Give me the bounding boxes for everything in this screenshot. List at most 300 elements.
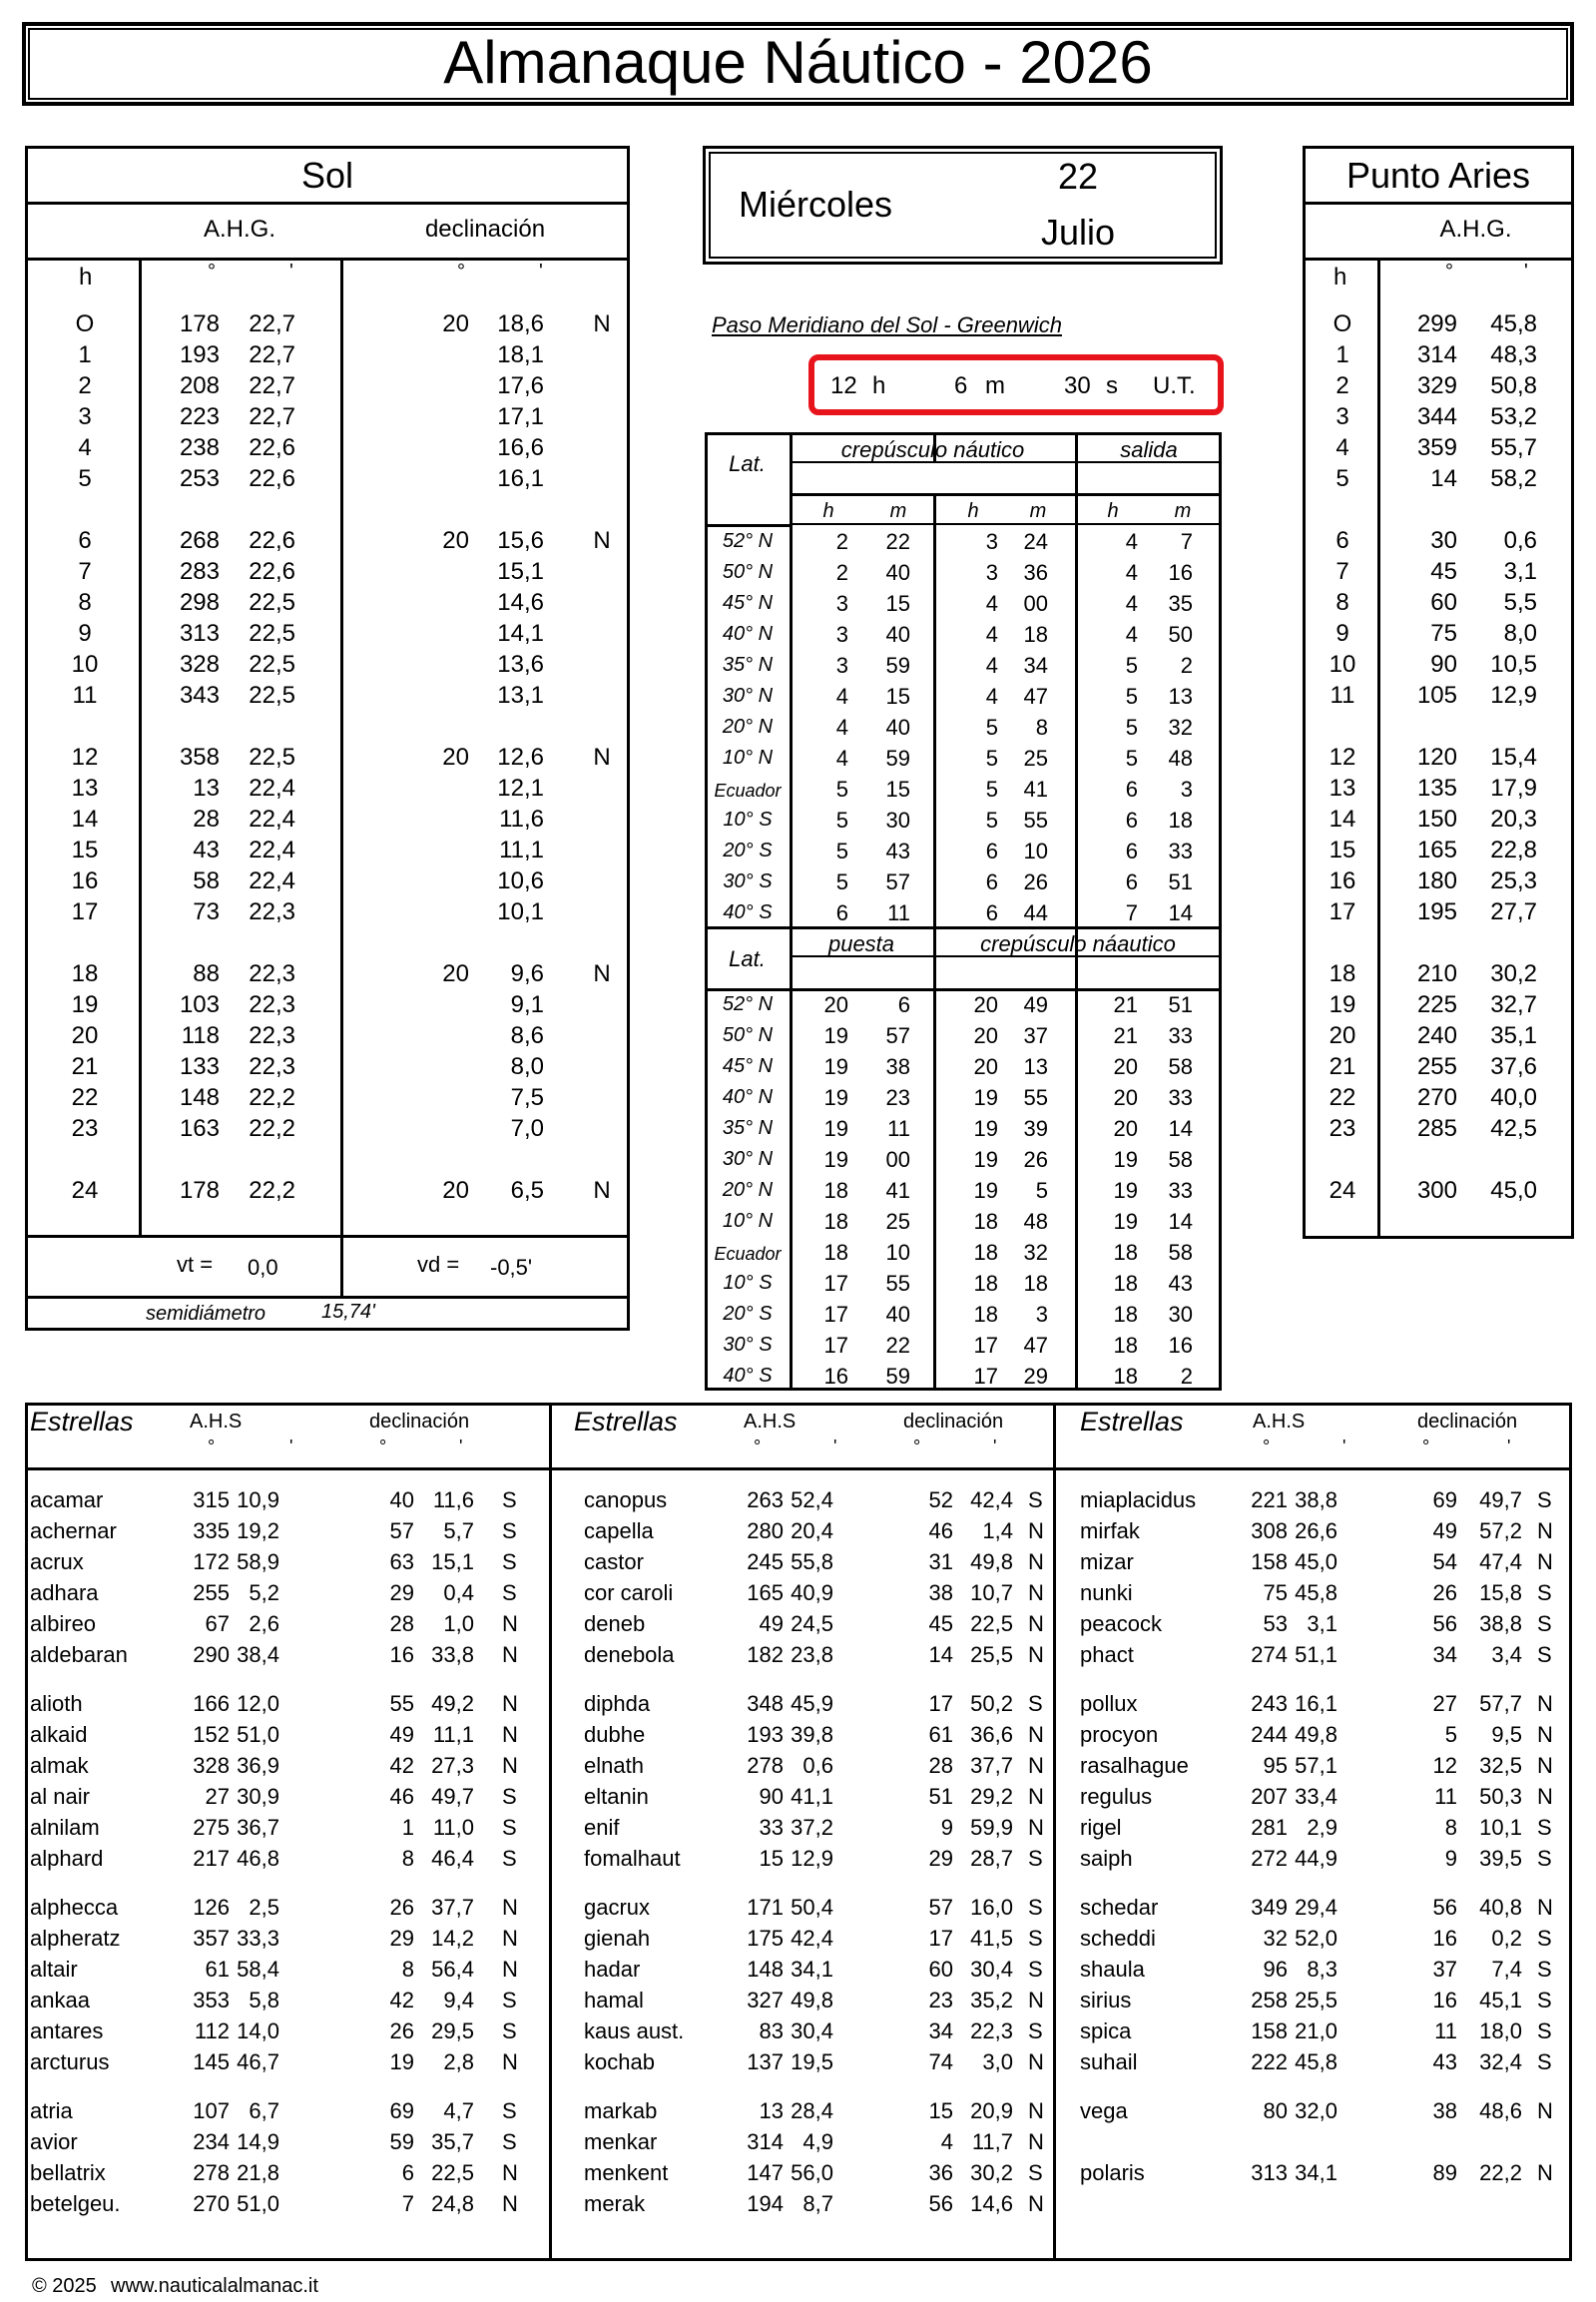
twilight-cell: 6 xyxy=(985,839,998,863)
twilight-cell: 4 xyxy=(1125,560,1138,585)
star-ahs-min: 3,1 xyxy=(1307,1611,1337,1636)
divider xyxy=(25,1235,630,1238)
star-ahs-min: 30,4 xyxy=(791,2018,833,2043)
star-ahs-min: 6,7 xyxy=(249,2098,279,2123)
divider xyxy=(705,926,1222,929)
star-dec-min: 24,8 xyxy=(431,2191,474,2216)
vd-value: -0,5' xyxy=(490,1255,533,1280)
aries-cell: 21 xyxy=(1329,1053,1356,1080)
divider xyxy=(705,524,790,527)
star-name: kaus aust. xyxy=(584,2018,685,2043)
sun-cell: 13,1 xyxy=(497,682,544,709)
twilight-cell: 40 xyxy=(885,560,910,585)
sun-cell: 22,5 xyxy=(249,651,295,678)
star-dec-min: 1,4 xyxy=(982,1518,1013,1543)
star-ahs-min: 40,9 xyxy=(791,1580,833,1605)
star-ahs-min: 44,9 xyxy=(1295,1846,1337,1871)
sun-cell: 22,3 xyxy=(249,991,295,1018)
star-dec-min: 18,0 xyxy=(1479,2018,1522,2043)
sun-cell: 8,6 xyxy=(510,1022,544,1049)
sun-cell: N xyxy=(593,1177,611,1204)
sun-cell: 24 xyxy=(71,1177,99,1204)
twilight-cell: 41 xyxy=(1023,777,1048,802)
star-name: merak xyxy=(584,2191,646,2216)
stars-unit-min: ' xyxy=(289,1437,293,1456)
star-name: castor xyxy=(584,1549,644,1574)
star-name: vega xyxy=(1080,2098,1128,2123)
twilight-cell: 3 xyxy=(835,622,848,647)
star-ns: S xyxy=(1537,1611,1552,1636)
sun-cell: 208 xyxy=(179,372,220,399)
star-ahs-min: 46,7 xyxy=(237,2049,279,2074)
star-dec-deg: 49 xyxy=(1432,1518,1457,1543)
star-ns: S xyxy=(1028,2160,1043,2185)
star-ns: S xyxy=(1537,1642,1552,1667)
star-dec-deg: 4 xyxy=(940,2129,953,2154)
star-name: aldebaran xyxy=(30,1642,128,1667)
star-ahs-deg: 13 xyxy=(759,2098,784,2123)
star-dec-min: 29,2 xyxy=(970,1784,1013,1809)
twilight-cell: 5 xyxy=(985,808,998,833)
star-dec-deg: 45 xyxy=(928,1611,953,1636)
sun-cell: 253 xyxy=(179,465,220,492)
star-ns: N xyxy=(1537,1722,1553,1747)
star-dec-min: 25,5 xyxy=(970,1642,1013,1667)
twilight-cell: 21 xyxy=(1113,1023,1138,1048)
footer-link[interactable]: www.nauticalalmanac.it xyxy=(111,2275,318,2297)
star-name: nunki xyxy=(1080,1580,1133,1605)
sun-cell: O xyxy=(75,310,95,337)
page-title: Almanaque Náutico - 2026 xyxy=(443,29,1153,96)
star-ns: N xyxy=(1028,1549,1044,1574)
star-ns: S xyxy=(502,1784,517,1809)
divider xyxy=(340,258,343,1296)
star-ns: N xyxy=(502,2049,518,2074)
star-name: diphda xyxy=(584,1691,651,1716)
star-ahs-min: 49,8 xyxy=(791,1988,833,2013)
star-ns: S xyxy=(1537,1815,1552,1840)
aries-cell: 19 xyxy=(1329,991,1356,1018)
twilight-cell: 2 xyxy=(835,529,848,554)
twilight-cell: 20 xyxy=(1113,1116,1138,1141)
sun-cell: 22,5 xyxy=(249,589,295,616)
twilight-h-label: h xyxy=(822,500,834,522)
twilight-m-label: m xyxy=(1174,500,1192,522)
twilight-cell: 47 xyxy=(1023,1333,1048,1358)
aries-cell: 285 xyxy=(1416,1115,1457,1142)
aries-cell: 6 xyxy=(1335,527,1349,554)
aries-cell: 12,9 xyxy=(1490,682,1537,709)
star-dec-min: 7,4 xyxy=(1491,1957,1522,1982)
aries-cell: 55,7 xyxy=(1490,434,1537,461)
aries-cell: 20 xyxy=(1329,1022,1356,1049)
sun-col-ahg: A.H.G. xyxy=(203,216,275,243)
star-dec-min: 49,7 xyxy=(1479,1487,1522,1512)
star-dec-deg: 38 xyxy=(928,1580,953,1605)
twilight-cell: 19 xyxy=(823,1147,848,1172)
stars-unit-deg: ° xyxy=(754,1437,762,1456)
stars-unit-deg: ° xyxy=(913,1437,921,1456)
twilight-cell: 32 xyxy=(1023,1240,1048,1265)
aries-cell: 240 xyxy=(1416,1022,1457,1049)
aries-cell: 210 xyxy=(1416,960,1457,987)
twilight-cell: 4 xyxy=(985,653,998,678)
twilight-cell: 5 xyxy=(985,746,998,771)
star-dec-min: 3,4 xyxy=(1491,1642,1522,1667)
twilight-cell: 18 xyxy=(973,1302,998,1327)
twilight-cell: 5 xyxy=(1125,684,1138,709)
star-dec-min: 39,5 xyxy=(1479,1846,1522,1871)
star-ahs-deg: 80 xyxy=(1263,2098,1288,2123)
star-dec-deg: 17 xyxy=(928,1926,953,1951)
star-ahs-deg: 314 xyxy=(747,2129,784,2154)
star-dec-deg: 12 xyxy=(1432,1753,1457,1778)
star-ahs-deg: 245 xyxy=(747,1549,784,1574)
sun-cell: 18 xyxy=(71,960,99,987)
aries-col-ahg: A.H.G. xyxy=(1439,216,1512,243)
twilight-cell: 18 xyxy=(1113,1333,1138,1358)
star-ns: N xyxy=(502,2160,518,2185)
twilight-cell: 44 xyxy=(1023,900,1048,925)
star-name: arcturus xyxy=(30,2049,110,2074)
aries-cell: 8,0 xyxy=(1503,620,1537,647)
star-dec-min: 14,2 xyxy=(431,1926,474,1951)
meridian-h: 12 xyxy=(830,372,857,399)
aries-cell: 25,3 xyxy=(1490,867,1537,894)
aries-cell: 1 xyxy=(1335,341,1349,368)
aries-cell: 150 xyxy=(1416,806,1457,833)
star-ahs-deg: 175 xyxy=(747,1926,784,1951)
vd-label: vd = xyxy=(417,1252,460,1277)
twilight-cell: Ecuador xyxy=(714,1244,782,1264)
twilight-cell: 18 xyxy=(973,1271,998,1296)
aries-cell: 15 xyxy=(1329,837,1356,863)
star-ahs-deg: 95 xyxy=(1263,1753,1288,1778)
twilight-cell: 14 xyxy=(1168,900,1193,925)
star-ns: S xyxy=(1028,1691,1043,1716)
twilight-cell: 59 xyxy=(885,1364,910,1389)
sun-cell: 17,6 xyxy=(497,372,544,399)
star-dec-deg: 29 xyxy=(389,1926,414,1951)
star-dec-deg: 74 xyxy=(928,2049,953,2074)
weekday: Miércoles xyxy=(739,184,893,225)
star-ahs-deg: 33 xyxy=(759,1815,784,1840)
stars-col-ahs: A.H.S xyxy=(190,1411,243,1433)
sun-cell: 22,3 xyxy=(249,960,295,987)
star-ns: N xyxy=(1028,2191,1044,2216)
star-ahs-min: 29,4 xyxy=(1295,1895,1337,1920)
star-ahs-deg: 166 xyxy=(193,1691,230,1716)
twilight-cell: 5 xyxy=(985,777,998,802)
star-ahs-min: 38,4 xyxy=(237,1642,279,1667)
aries-cell: 50,8 xyxy=(1490,372,1537,399)
star-dec-deg: 56 xyxy=(1432,1895,1457,1920)
star-dec-deg: 46 xyxy=(928,1518,953,1543)
aries-cell: 299 xyxy=(1416,310,1457,337)
sun-cell: 58 xyxy=(193,867,220,894)
star-ahs-deg: 171 xyxy=(747,1895,784,1920)
star-name: polaris xyxy=(1080,2160,1145,2185)
meridian-m-unit: m xyxy=(985,372,1005,399)
star-dec-min: 27,3 xyxy=(431,1753,474,1778)
star-ns: S xyxy=(1537,1846,1552,1871)
star-ns: N xyxy=(1028,1784,1044,1809)
star-dec-deg: 54 xyxy=(1432,1549,1457,1574)
star-ns: S xyxy=(1028,1846,1043,1871)
sun-cell: 20 xyxy=(442,527,469,554)
star-dec-min: 4,7 xyxy=(443,2098,474,2123)
aries-cell: 3 xyxy=(1335,403,1349,430)
star-dec-min: 9,4 xyxy=(443,1988,474,2013)
star-ahs-deg: 263 xyxy=(747,1487,784,1512)
star-name: alphecca xyxy=(30,1895,119,1920)
divider xyxy=(1075,432,1078,928)
meridian-m: 6 xyxy=(954,372,968,399)
star-ahs-deg: 172 xyxy=(193,1549,230,1574)
star-ahs-min: 8,3 xyxy=(1307,1957,1337,1982)
star-name: acrux xyxy=(30,1549,84,1574)
aries-cell: 13 xyxy=(1329,775,1356,802)
sun-cell: 22,2 xyxy=(249,1115,295,1142)
star-ahs-min: 41,1 xyxy=(791,1784,833,1809)
twilight-cell: 40 xyxy=(885,622,910,647)
twilight-cell: 35° N xyxy=(722,654,774,676)
star-ahs-deg: 244 xyxy=(1251,1722,1288,1747)
sun-cell: 6,5 xyxy=(510,1177,544,1204)
twilight-cell: 55 xyxy=(1023,1085,1048,1110)
twilight-cell: 2 xyxy=(1180,653,1193,678)
sun-cell: 20 xyxy=(442,960,469,987)
star-ahs-deg: 207 xyxy=(1251,1784,1288,1809)
star-name: saiph xyxy=(1080,1846,1133,1871)
aries-cell: 135 xyxy=(1416,775,1457,802)
twilight-cell: 10° S xyxy=(723,809,773,831)
star-dec-min: 36,6 xyxy=(970,1722,1013,1747)
star-dec-deg: 16 xyxy=(1432,1988,1457,2013)
sun-cell: 22,7 xyxy=(249,403,295,430)
twilight-cell: 51 xyxy=(1168,869,1193,894)
star-ahs-deg: 290 xyxy=(193,1642,230,1667)
star-dec-deg: 52 xyxy=(928,1487,953,1512)
aries-cell: 4 xyxy=(1335,434,1349,461)
aries-cell: 359 xyxy=(1416,434,1457,461)
divider xyxy=(25,1467,1572,1470)
sun-cell: 22,6 xyxy=(249,465,295,492)
star-ahs-min: 39,8 xyxy=(791,1722,833,1747)
twilight-cell: 20 xyxy=(973,1023,998,1048)
twilight-cell: 4 xyxy=(835,684,848,709)
star-ns: N xyxy=(1028,1611,1044,1636)
star-ahs-deg: 107 xyxy=(193,2098,230,2123)
twilight-cell: 16 xyxy=(823,1364,848,1389)
star-dec-min: 10,7 xyxy=(970,1580,1013,1605)
star-dec-deg: 26 xyxy=(389,1895,414,1920)
sun-cell: 22,4 xyxy=(249,867,295,894)
aries-cell: 42,5 xyxy=(1490,1115,1537,1142)
star-dec-deg: 57 xyxy=(389,1518,414,1543)
star-ahs-min: 58,9 xyxy=(237,1549,279,1574)
star-ns: N xyxy=(1028,1753,1044,1778)
twilight-cell: 41 xyxy=(885,1178,910,1203)
star-name: alnilam xyxy=(30,1815,100,1840)
star-dec-deg: 9 xyxy=(940,1815,953,1840)
stars-unit-min: ' xyxy=(1507,1437,1511,1456)
star-ahs-deg: 221 xyxy=(1251,1487,1288,1512)
sun-cell: 14,1 xyxy=(497,620,544,647)
star-ns: N xyxy=(1028,1642,1044,1667)
sun-cell: 22,2 xyxy=(249,1084,295,1111)
star-dec-deg: 57 xyxy=(928,1895,953,1920)
sun-cell: 23 xyxy=(71,1115,99,1142)
star-ahs-min: 14,0 xyxy=(237,2018,279,2043)
divider xyxy=(705,988,1222,991)
star-dec-deg: 28 xyxy=(389,1611,414,1636)
sun-cell: 11,6 xyxy=(499,806,544,833)
twilight-cell: 5 xyxy=(835,808,848,833)
star-name: antares xyxy=(30,2018,104,2043)
star-ahs-min: 45,0 xyxy=(1295,1549,1337,1574)
aries-cell: 180 xyxy=(1416,867,1457,894)
twilight-cell: 17 xyxy=(823,1333,848,1358)
twilight-cell: 20 xyxy=(823,992,848,1017)
star-ns: N xyxy=(1537,1784,1553,1809)
star-ahs-deg: 83 xyxy=(759,2018,784,2043)
aries-cell: 45 xyxy=(1430,558,1457,585)
star-dec-deg: 31 xyxy=(928,1549,953,1574)
star-ahs-min: 51,1 xyxy=(1295,1642,1337,1667)
star-dec-min: 48,6 xyxy=(1479,2098,1522,2123)
star-ahs-min: 45,8 xyxy=(1295,1580,1337,1605)
star-name: denebola xyxy=(584,1642,675,1667)
twilight-cell: 26 xyxy=(1023,869,1048,894)
star-ahs-deg: 315 xyxy=(193,1487,230,1512)
twilight-cell: 17 xyxy=(973,1333,998,1358)
star-ahs-deg: 32 xyxy=(1263,1926,1288,1951)
star-name: cor caroli xyxy=(584,1580,674,1605)
twilight-cell: 48 xyxy=(1168,746,1193,771)
star-dec-min: 32,5 xyxy=(1479,1753,1522,1778)
aries-cell: 22,8 xyxy=(1490,837,1537,863)
aries-cell: 120 xyxy=(1416,744,1457,771)
sun-cell: 1 xyxy=(78,341,92,368)
star-dec-deg: 11 xyxy=(1434,2018,1457,2043)
star-ahs-deg: 112 xyxy=(194,2018,230,2043)
twilight-cell: 13 xyxy=(1023,1054,1048,1079)
twilight-cell: 5 xyxy=(835,869,848,894)
twilight-cell: 4 xyxy=(985,622,998,647)
star-ahs-min: 51,0 xyxy=(237,1722,279,1747)
star-dec-deg: 5 xyxy=(1444,1722,1457,1747)
aries-cell: 7 xyxy=(1335,558,1349,585)
twilight-cell: 17 xyxy=(823,1302,848,1327)
star-name: markab xyxy=(584,2098,658,2123)
star-ahs-deg: 278 xyxy=(747,1753,784,1778)
star-ns: S xyxy=(1537,1487,1552,1512)
star-ahs-deg: 61 xyxy=(205,1957,230,1982)
twilight-cell: 38 xyxy=(885,1054,910,1079)
aries-cell: 5 xyxy=(1335,465,1349,492)
star-dec-min: 57,7 xyxy=(1479,1691,1522,1716)
aries-cell: 11 xyxy=(1330,682,1355,709)
aries-cell: 75 xyxy=(1430,620,1457,647)
twilight-cell: Ecuador xyxy=(714,781,782,801)
twilight-cell: 25 xyxy=(885,1209,910,1234)
aries-cell: 105 xyxy=(1416,682,1457,709)
sun-cell: 10,1 xyxy=(497,898,544,925)
star-ns: N xyxy=(1028,2049,1044,2074)
twilight-cell: 43 xyxy=(1168,1271,1193,1296)
sun-col-dec: declinación xyxy=(424,216,546,243)
star-dec-min: 50,3 xyxy=(1479,1784,1522,1809)
twilight-cell: 33 xyxy=(1168,1085,1193,1110)
divider xyxy=(1053,1403,1056,2261)
twilight-cell: 19 xyxy=(823,1023,848,1048)
divider xyxy=(790,432,793,1391)
star-dec-min: 35,2 xyxy=(970,1988,1013,2013)
sun-cell: 14,6 xyxy=(497,589,544,616)
sun-cell: 163 xyxy=(179,1115,220,1142)
star-name: mizar xyxy=(1080,1549,1134,1574)
sun-cell: 20 xyxy=(442,744,469,771)
star-dec-deg: 61 xyxy=(928,1722,953,1747)
star-ns: S xyxy=(1028,1895,1043,1920)
twilight-cell: 6 xyxy=(985,869,998,894)
star-name: al nair xyxy=(30,1784,90,1809)
sun-cell: 2 xyxy=(78,372,92,399)
aries-cell: 53,2 xyxy=(1490,403,1537,430)
aries-cell: 225 xyxy=(1416,991,1457,1018)
star-dec-deg: 56 xyxy=(1432,1611,1457,1636)
divider xyxy=(790,523,1222,525)
star-ahs-min: 34,1 xyxy=(791,1957,833,1982)
twilight-cell: 30° S xyxy=(723,1334,773,1356)
star-ns: N xyxy=(1537,1895,1553,1920)
star-ahs-min: 0,6 xyxy=(802,1753,833,1778)
star-name: adhara xyxy=(30,1580,99,1605)
star-ahs-min: 34,1 xyxy=(1295,2160,1337,2185)
star-ns: S xyxy=(502,1487,517,1512)
twilight-cell: 18 xyxy=(1023,1271,1048,1296)
star-dec-min: 3,0 xyxy=(982,2049,1013,2074)
star-name: sirius xyxy=(1080,1988,1132,2013)
twilight-sunrise: salida xyxy=(1120,437,1178,462)
sun-cell: 9,6 xyxy=(510,960,544,987)
star-dec-min: 47,4 xyxy=(1479,1549,1522,1574)
star-dec-min: 57,2 xyxy=(1479,1518,1522,1543)
twilight-m-label: m xyxy=(1029,500,1047,522)
star-ahs-min: 32,0 xyxy=(1295,2098,1337,2123)
star-ahs-min: 49,8 xyxy=(1295,1722,1337,1747)
sun-cell: 22,6 xyxy=(249,527,295,554)
sun-cell: 22,2 xyxy=(249,1177,295,1204)
star-name: almak xyxy=(30,1753,89,1778)
twilight-cell: 3 xyxy=(835,591,848,616)
twilight-cell: 50 xyxy=(1168,622,1193,647)
star-ahs-min: 5,8 xyxy=(249,1988,279,2013)
sun-cell: 10,6 xyxy=(497,867,544,894)
star-ns: S xyxy=(1537,1957,1552,1982)
aries-cell: 270 xyxy=(1416,1084,1457,1111)
twilight-cell: 6 xyxy=(1125,839,1138,863)
meridian-s-unit: s xyxy=(1106,372,1118,399)
stars-col-dec: declinación xyxy=(1417,1411,1518,1433)
vt-value: 0,0 xyxy=(248,1255,278,1280)
sun-cell: 148 xyxy=(179,1084,220,1111)
twilight-cell: 8 xyxy=(1035,715,1048,740)
sun-cell: 5 xyxy=(78,465,92,492)
star-dec-min: 29,5 xyxy=(431,2018,474,2043)
sun-cell: 20 xyxy=(442,1177,469,1204)
